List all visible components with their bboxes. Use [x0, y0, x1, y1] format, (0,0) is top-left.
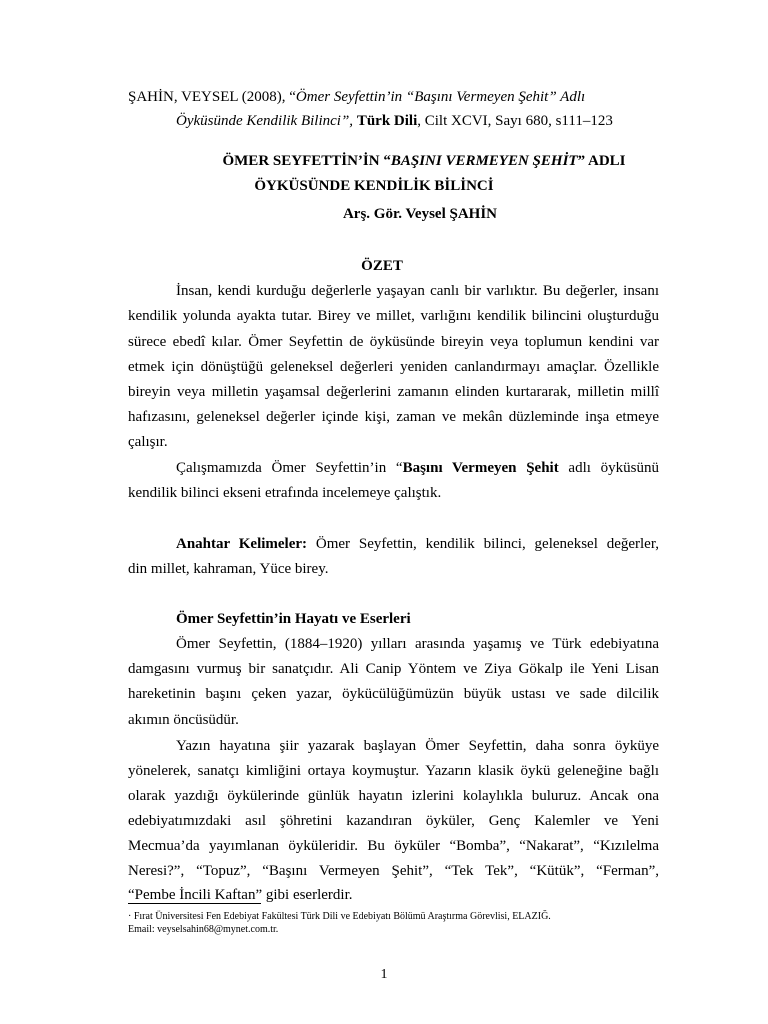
abstract-p2-start: Çalışmamızda Ömer Seyfettin’in “	[176, 460, 403, 476]
section-p1-line-3: hareketinin başını çeken yazar, öykücülüğümüzün büyük ustası ve sade dilcilik	[128, 686, 659, 702]
abstract-p1-line-3: sürece ebedî kılar. Ömer Seyfettin de öyküsünde bireyin veya toplumun kendini var	[128, 334, 659, 350]
keywords-line-2: din millet, kahraman, Yüce birey.	[128, 561, 329, 577]
citation-author-year: ŞAHİN, VEYSEL (2008), “	[128, 89, 296, 105]
citation-line-2	[176, 112, 613, 130]
citation-journal: Türk Dili	[356, 113, 418, 129]
page-number: 1	[380, 967, 388, 982]
section-p2-line-3: olarak yazdığı öykülerinde günlük hayatın izlerini kolaylıkla buluruz. Ancak ona	[128, 788, 659, 804]
citation-title-part1: Ömer Seyfettin’in “Başını Vermeyen Şehit” Adlı	[295, 89, 586, 105]
citation-details: , Cilt XCVI, Sayı 680, s111–123	[417, 113, 613, 129]
abstract-p1-line-4: etmek için dönüştüğü geleneksel değerleri yeniden canlandırmayı amaçlar. Özellikle	[128, 359, 659, 375]
abstract-p2-line-1	[176, 459, 659, 477]
keywords-list-part1: Ömer Seyfettin, kendilik bilinci, geleneksel değerler,	[307, 536, 659, 552]
abstract-p1-line-5: bireyin veya milletin yaşamsal değerlerini zamanın elinden kurtararak, milletin millî	[128, 384, 659, 400]
section-p1-last: akımın öncüsüdür.	[128, 712, 239, 728]
footnote-rule	[128, 903, 261, 904]
section-p2-line-6: Neresi?”, “Topuz”, “Başını Vermeyen Şehit”, “Tek Tek”, “Kütük”, “Ferman”,	[128, 863, 659, 879]
citation-line-1	[128, 88, 585, 106]
section-p2-line-2: yönelerek, sanatçı kimliğini ortaya koymuştur. Yazarın klasik öykü geleneğine bağlı	[128, 763, 659, 779]
footnote-email: Email: veyselsahin68@mynet.com.tr.	[128, 924, 279, 935]
abstract-p2-story-title: Başını Vermeyen Şehit	[402, 460, 559, 476]
section-p2-last: “Pembe İncili Kaftan” gibi eserlerdir.	[128, 887, 353, 903]
abstract-p1-line-6: hafızasını, geleneksel değerler içinde kişi, zaman ve mekân düzleminde inşa etmeye	[128, 409, 659, 425]
abstract-p2-last: kendilik bilinci ekseni etrafında incelemeye çalıştık.	[128, 485, 442, 501]
abstract-heading: ÖZET	[361, 258, 403, 274]
title-part-italic: BAŞINI VERMEYEN ŞEHİT	[390, 153, 578, 169]
author-name: Arş. Gör. Veysel ŞAHİN	[342, 206, 498, 222]
abstract-p1-line-2: kendilik yolunda ayakta tutar. Birey ve millet, varlığını kendilik bilincini oluşturduğu	[128, 308, 659, 324]
title-part-a: ÖMER SEYFETTİN’İN “	[222, 153, 391, 169]
footnote-line-1: · Fırat Üniversitesi Fen Edebiyat Fakültesi Türk Dili ve Edebiyatı Bölümü Araştırma Görevlisi, ELAZIĞ.	[128, 911, 551, 922]
abstract-p2-end: adlı öyküsünü	[558, 460, 659, 476]
keywords-label: Anahtar Kelimeler:	[176, 536, 308, 552]
title-part-c: ” ADLI	[577, 153, 626, 169]
abstract-p1-last: çalışır.	[128, 434, 168, 450]
keywords-line-1	[176, 535, 659, 553]
article-title-line-1	[40, 152, 768, 170]
section-p1-line-2: damgasını vurmuş bir sanatçıdır. Ali Canip Yöntem ve Ziya Gökalp ile Yeni Lisan	[128, 661, 659, 677]
article-title-line-2: ÖYKÜSÜNDE KENDİLİK BİLİNCİ	[254, 178, 494, 194]
abstract-p1-line-1: İnsan, kendi kurduğu değerlerle yaşayan canlı bir varlıktır. Bu değerler, insanı	[176, 283, 659, 299]
section-p2-line-1: Yazın hayatına şiir yazarak başlayan Ömer Seyfettin, daha sonra öyküye	[176, 738, 659, 754]
section-p1-line-1: Ömer Seyfettin, (1884–1920) yılları arasında yaşamış ve Türk edebiyatına	[176, 636, 659, 652]
citation-title-part2: Öyküsünde Kendilik Bilinci”,	[176, 113, 354, 129]
section-heading: Ömer Seyfettin’in Hayatı ve Eserleri	[176, 611, 411, 627]
section-p2-line-4: edebiyatımızdaki asıl şöhretini kazandıran öyküler, Genç Kalemler ve Yeni	[128, 813, 659, 829]
section-p2-line-5: Mecmua’da yayımlanan öyküleridir. Bu öyküler “Bomba”, “Nakarat”, “Kızılelma	[128, 838, 659, 854]
